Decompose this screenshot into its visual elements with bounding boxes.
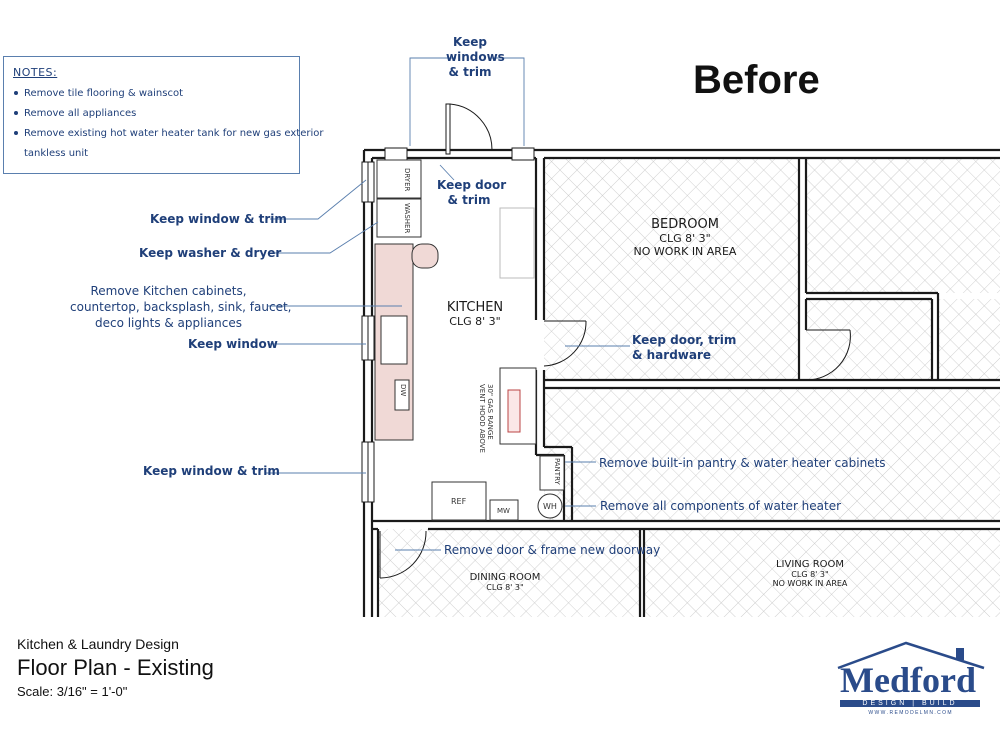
- room-kitchen: [436, 300, 514, 328]
- annotation-keep-door-trim: [437, 178, 507, 208]
- annotation-line: windows: [446, 50, 505, 64]
- fixture-range: 30" GAS RANGE: [486, 384, 494, 440]
- room-living: [760, 559, 860, 588]
- room-ceiling: CLG 8' 3": [449, 315, 501, 328]
- annotation-line: & trim: [448, 65, 492, 79]
- sheet-title: Floor Plan - Existing: [17, 655, 214, 680]
- room-note: NO WORK IN AREA: [772, 579, 848, 588]
- logo-url: W W W . R E M O D E L M N . C O M: [868, 710, 952, 716]
- annotation-remove-door-frame: Remove door & frame new doorway: [444, 543, 661, 557]
- project-title: Kitchen & Laundry Design: [17, 636, 179, 652]
- annotation-keep-windows-trim: [446, 35, 505, 80]
- scale-label: Scale: 3/16" = 1'-0": [17, 684, 128, 699]
- notes-box: [3, 56, 324, 174]
- room-ceiling: CLG 8' 3": [791, 570, 829, 579]
- fixture-dishwasher: DW: [399, 384, 407, 397]
- fixture-washer: WASHER: [403, 203, 411, 234]
- room-bedroom: [620, 217, 750, 258]
- logo-tagline: DESIGN | BUILD: [840, 700, 980, 707]
- note-item: [14, 88, 183, 99]
- fixture-vent-hood: VENT HOOD ABOVE: [478, 384, 486, 453]
- fixture-microwave: MW: [497, 507, 510, 515]
- room-dining: [455, 572, 555, 592]
- room-ceiling: CLG 8' 3": [486, 583, 524, 592]
- annotation-line: deco lights & appliances: [94, 316, 243, 330]
- note-continuation: tankless unit: [24, 148, 89, 159]
- room-name: LIVING ROOM: [775, 559, 845, 570]
- room-name: KITCHEN: [446, 300, 504, 315]
- annotation-keep-washer-dryer: Keep washer & dryer: [139, 246, 282, 260]
- fixture-water-heater: WH: [543, 502, 557, 511]
- notes-title: NOTES:: [13, 66, 58, 79]
- annotation-line: Keep door: [437, 178, 507, 192]
- fixture-pantry: PANTRY: [553, 458, 561, 485]
- room-ceiling: CLG 8' 3": [659, 232, 711, 245]
- note-text: Remove tile flooring & wainscot: [24, 88, 184, 99]
- annotation-line: & trim: [447, 193, 491, 207]
- logo-name: Medford: [840, 660, 976, 700]
- page-heading: Before: [693, 58, 820, 102]
- annotation-keep-window: Keep window: [188, 337, 278, 351]
- annotation-remove-water-heater: Remove all components of water heater: [600, 499, 842, 513]
- note-item: [14, 108, 136, 119]
- fixture-dryer: DRYER: [403, 168, 411, 192]
- annotation-line: & hardware: [632, 348, 712, 362]
- room-note: NO WORK IN AREA: [633, 245, 737, 258]
- note-text: Remove existing hot water heater tank for new gas exterior: [24, 128, 324, 139]
- annotation-line: countertop, backsplash, sink, faucet,: [70, 300, 292, 314]
- note-item: [14, 128, 324, 139]
- room-name: BEDROOM: [651, 217, 719, 232]
- annotation-line: Remove Kitchen cabinets,: [90, 284, 247, 298]
- annotation-remove-kitchen: [70, 283, 292, 331]
- annotation-keep-door-trim-hardware: [632, 333, 736, 363]
- fixture-refrigerator: REF: [451, 497, 467, 506]
- note-text: Remove all appliances: [24, 108, 137, 119]
- company-logo: [836, 640, 986, 720]
- room-name: DINING ROOM: [469, 572, 541, 583]
- annotation-line: Keep: [453, 35, 487, 49]
- annotation-keep-window-trim-upper: Keep window & trim: [150, 212, 287, 226]
- annotation-keep-window-trim-lower: Keep window & trim: [143, 464, 280, 478]
- annotation-line: Keep door, trim: [632, 333, 737, 347]
- annotation-remove-pantry: Remove built-in pantry & water heater cabinets: [599, 456, 886, 470]
